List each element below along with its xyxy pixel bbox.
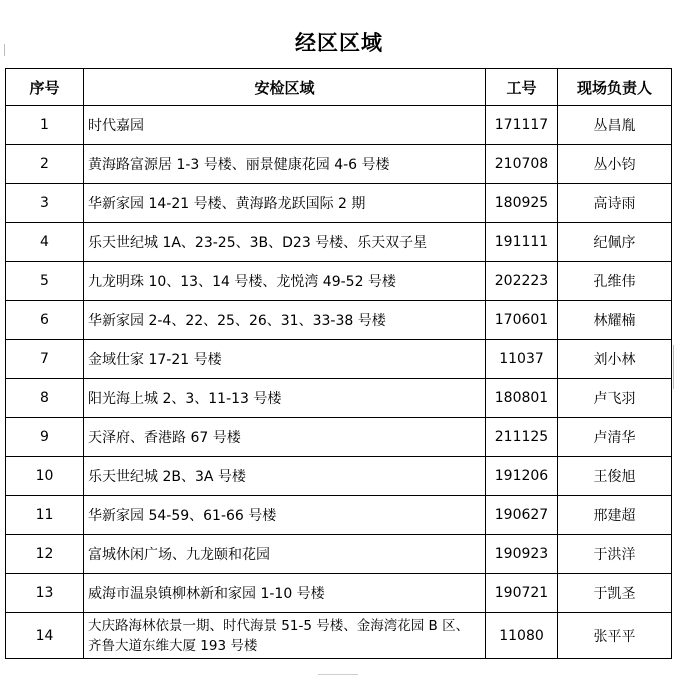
- inspection-area-cell: 黄海路富源居 1-3 号楼、丽景健康花园 4-6 号楼: [84, 145, 486, 184]
- site-supervisor-cell: 王俊旭: [558, 457, 672, 496]
- serial-number-cell: 2: [6, 145, 84, 184]
- site-supervisor-cell: 刘小林: [558, 340, 672, 379]
- site-supervisor-cell: 于凯圣: [558, 574, 672, 613]
- serial-number-cell: 14: [6, 613, 84, 659]
- employee-id-cell: 171117: [486, 106, 558, 145]
- table-row: [6, 535, 672, 574]
- employee-id-cell: 180801: [486, 379, 558, 418]
- table-header-row: [6, 69, 672, 106]
- table-row: [6, 418, 672, 457]
- serial-number-cell: 11: [6, 496, 84, 535]
- site-supervisor-cell: 林耀楠: [558, 301, 672, 340]
- inspection-area-cell: 阳光海上城 2、3、11-13 号楼: [84, 379, 486, 418]
- table-row: [6, 613, 672, 659]
- inspection-area-cell: 华新家园 14-21 号楼、黄海路龙跃国际 2 期: [84, 184, 486, 223]
- employee-id-cell: 180925: [486, 184, 558, 223]
- employee-id-cell: 190721: [486, 574, 558, 613]
- header-serial-number: 序号: [6, 69, 84, 106]
- table-row: [6, 379, 672, 418]
- employee-id-cell: 211125: [486, 418, 558, 457]
- employee-id-cell: 191206: [486, 457, 558, 496]
- inspection-area-cell: 时代嘉园: [84, 106, 486, 145]
- employee-id-cell: 190627: [486, 496, 558, 535]
- employee-id-cell: 210708: [486, 145, 558, 184]
- page-title: 经区区域: [295, 30, 383, 55]
- site-supervisor-cell: 丛小钧: [558, 145, 672, 184]
- employee-id-cell: 11037: [486, 340, 558, 379]
- serial-number-cell: 5: [6, 262, 84, 301]
- table-row: [6, 574, 672, 613]
- table-row: [6, 184, 672, 223]
- site-supervisor-cell: 纪佩序: [558, 223, 672, 262]
- serial-number-cell: 7: [6, 340, 84, 379]
- site-supervisor-cell: 丛昌胤: [558, 106, 672, 145]
- inspection-area-table: [5, 68, 672, 659]
- serial-number-cell: 1: [6, 106, 84, 145]
- site-supervisor-cell: 高诗雨: [558, 184, 672, 223]
- inspection-area-cell: 华新家园 2-4、22、25、26、31、33-38 号楼: [84, 301, 486, 340]
- inspection-area-cell: 天泽府、香港路 67 号楼: [84, 418, 486, 457]
- site-supervisor-cell: 张平平: [558, 613, 672, 659]
- table-row: [6, 262, 672, 301]
- serial-number-cell: 8: [6, 379, 84, 418]
- serial-number-cell: 12: [6, 535, 84, 574]
- site-supervisor-cell: 卢清华: [558, 418, 672, 457]
- inspection-area-cell: 乐天世纪城 1A、23-25、3B、D23 号楼、乐天双子星: [84, 223, 486, 262]
- table-row: [6, 223, 672, 262]
- table-row: [6, 340, 672, 379]
- employee-id-cell: 202223: [486, 262, 558, 301]
- employee-id-cell: 170601: [486, 301, 558, 340]
- inspection-area-cell: 威海市温泉镇柳林新和家园 1-10 号楼: [84, 574, 486, 613]
- serial-number-cell: 10: [6, 457, 84, 496]
- header-site-supervisor: 现场负责人: [558, 69, 672, 106]
- site-supervisor-cell: 孔维伟: [558, 262, 672, 301]
- inspection-area-cell: 华新家园 54-59、61-66 号楼: [84, 496, 486, 535]
- employee-id-cell: 190923: [486, 535, 558, 574]
- inspection-area-cell: 乐天世纪城 2B、3A 号楼: [84, 457, 486, 496]
- site-supervisor-cell: 卢飞羽: [558, 379, 672, 418]
- table-row: [6, 106, 672, 145]
- table-row: [6, 301, 672, 340]
- table-row: [6, 457, 672, 496]
- inspection-area-cell: 九龙明珠 10、13、14 号楼、龙悦湾 49-52 号楼: [84, 262, 486, 301]
- serial-number-cell: 3: [6, 184, 84, 223]
- header-employee-id: 工号: [486, 69, 558, 106]
- inspection-area-cell: 金域仕家 17-21 号楼: [84, 340, 486, 379]
- inspection-area-cell: 富城休闲广场、九龙颐和花园: [84, 535, 486, 574]
- serial-number-cell: 13: [6, 574, 84, 613]
- serial-number-cell: 6: [6, 301, 84, 340]
- table-row: [6, 145, 672, 184]
- serial-number-cell: 9: [6, 418, 84, 457]
- employee-id-cell: 191111: [486, 223, 558, 262]
- serial-number-cell: 4: [6, 223, 84, 262]
- header-inspection-area: 安检区域: [84, 69, 486, 106]
- site-supervisor-cell: 邢建超: [558, 496, 672, 535]
- page-margin-marker-right: [673, 345, 678, 389]
- site-supervisor-cell: 于洪洋: [558, 535, 672, 574]
- inspection-area-cell: 大庆路海林依景一期、时代海景 51-5 号楼、金海湾花园 B 区、齐鲁大道东维大厦 193 号楼: [84, 613, 486, 659]
- employee-id-cell: 11080: [486, 613, 558, 659]
- table-row: [6, 496, 672, 535]
